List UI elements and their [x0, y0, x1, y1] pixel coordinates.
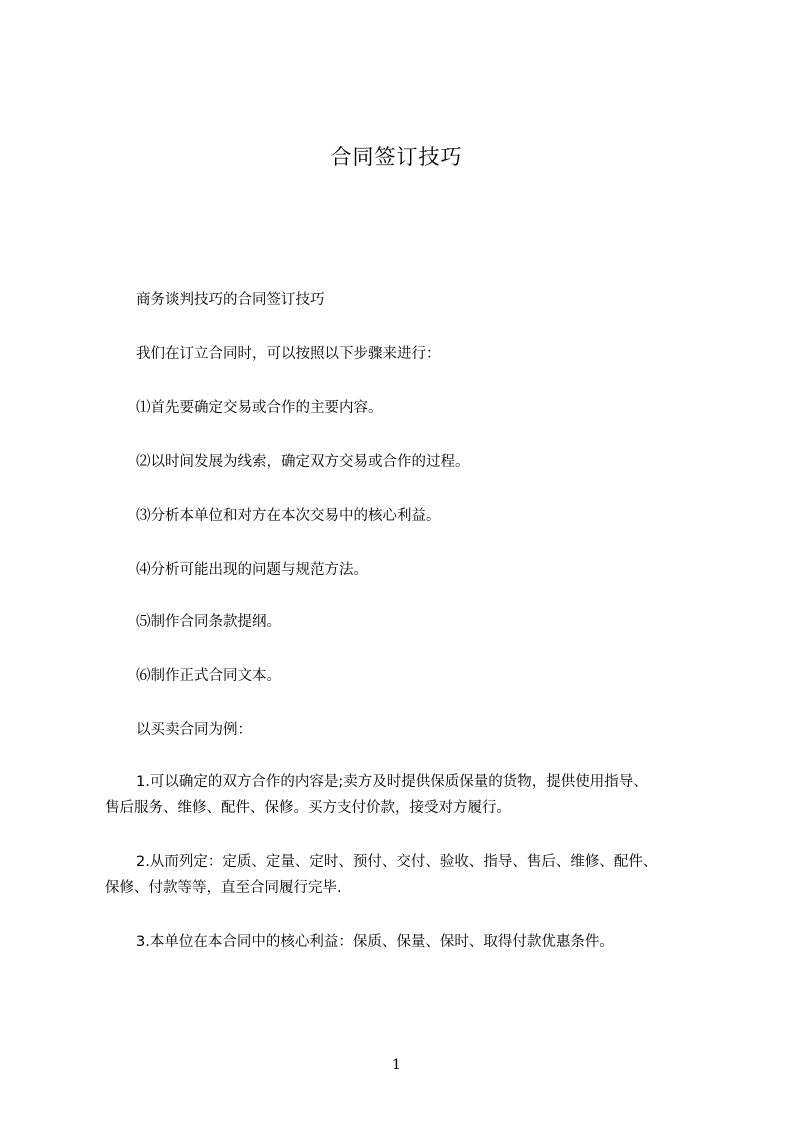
- point-1-line-1: 1.可以确定的双方合作的内容是;卖方及时提供保质保量的货物，提供使用指导、: [136, 774, 648, 790]
- document-title: 合同签订技巧: [330, 145, 463, 169]
- paragraph-intro: 我们在订立合同时，可以按照以下步骤来进行：: [136, 346, 441, 362]
- point-2-line-1: 2.从而列定：定质、定量、定时、预付、交付、验收、指导、售后、维修、配件、: [136, 854, 658, 870]
- point-2-line-2: 保修、付款等等，直至合同履行完毕.: [105, 880, 342, 896]
- step-5: ⑸制作合同条款提纲。: [136, 614, 281, 630]
- point-3: 3.本单位在本合同中的核心利益：保质、保量、保时、取得付款优惠条件。: [136, 934, 614, 950]
- step-4: ⑷分析可能出现的问题与规范方法。: [136, 562, 368, 578]
- step-2: ⑵以时间发展为线索，确定双方交易或合作的过程。: [136, 454, 470, 470]
- step-1: ⑴首先要确定交易或合作的主要内容。: [136, 400, 383, 416]
- page-number: 1: [392, 1057, 401, 1073]
- step-3: ⑶分析本单位和对方在本次交易中的核心利益。: [136, 508, 441, 524]
- point-1-line-2: 售后服务、维修、配件、保修。买方支付价款，接受对方履行。: [105, 800, 511, 816]
- example-heading: 以买卖合同为例：: [136, 722, 252, 738]
- paragraph-subtitle: 商务谈判技巧的合同签订技巧: [136, 292, 325, 308]
- step-6: ⑹制作正式合同文本。: [136, 668, 281, 684]
